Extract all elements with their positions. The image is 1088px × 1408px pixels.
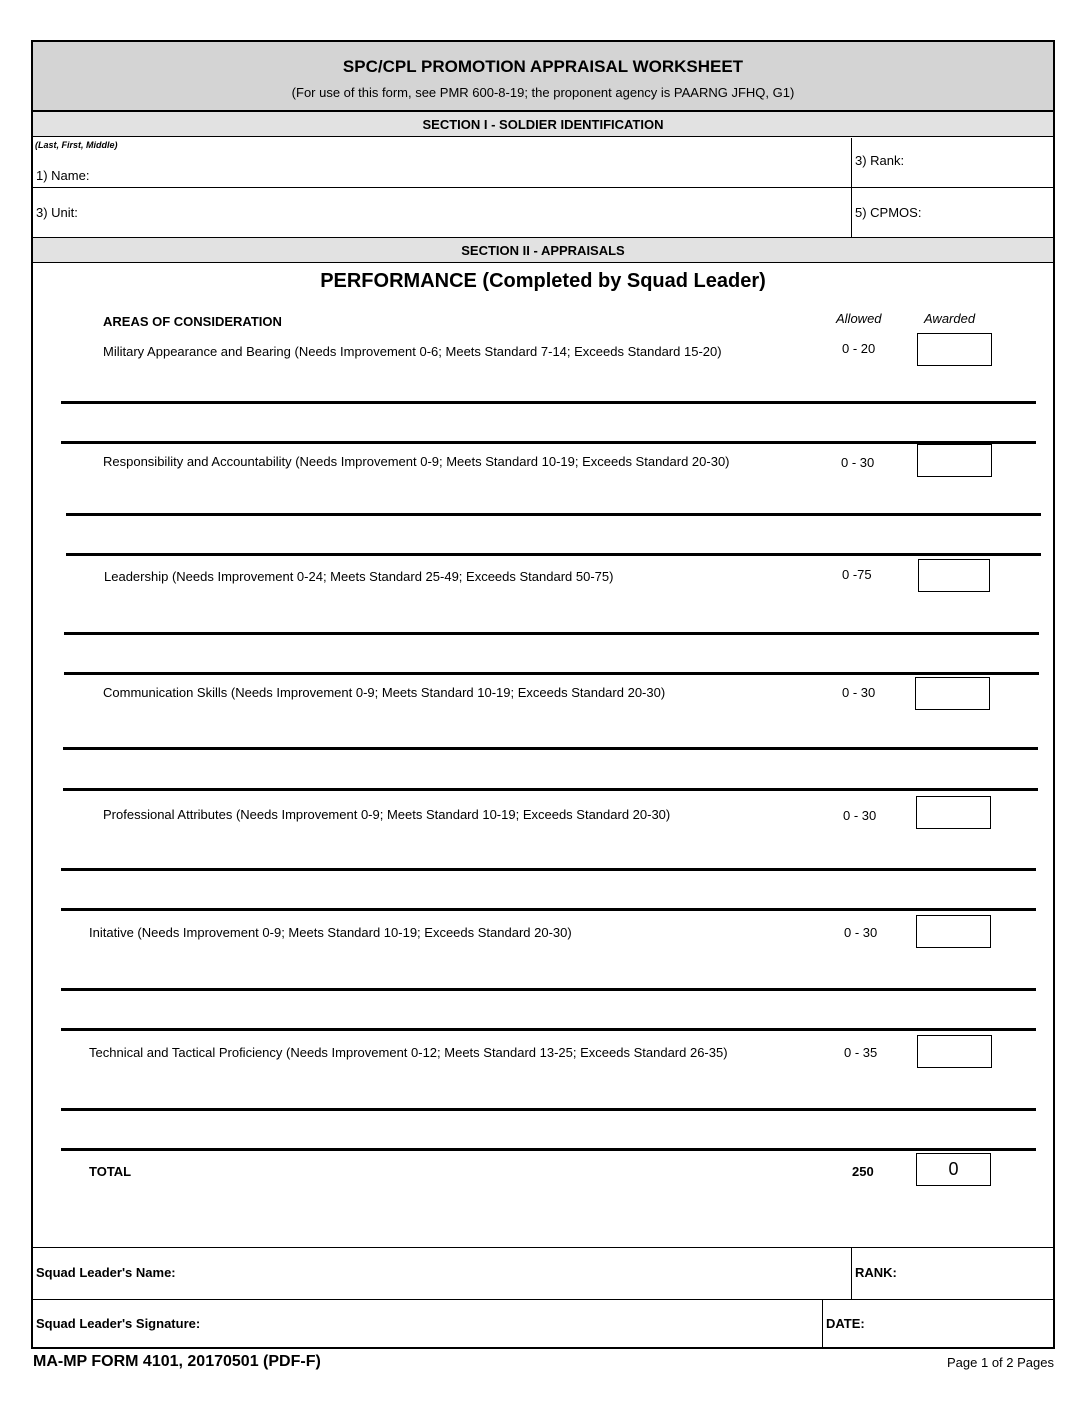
criterion-allowed: 0 - 30 bbox=[843, 808, 877, 823]
divider bbox=[851, 138, 852, 187]
divider-line bbox=[61, 988, 1036, 991]
areas-of-consideration-label: AREAS OF CONSIDERATION bbox=[103, 314, 282, 329]
criterion-text: Communication Skills (Needs Improvement 0-9; Meets Standard 10-19; Exceeds Standard 20-30) bbox=[103, 685, 666, 700]
criterion-awarded-input[interactable] bbox=[917, 444, 992, 477]
allowed-column-header: Allowed bbox=[836, 311, 882, 326]
criterion-allowed: 0 - 30 bbox=[841, 455, 875, 470]
divider-line bbox=[61, 441, 1036, 444]
squad-leader-name-field[interactable]: Squad Leader's Name: bbox=[36, 1265, 176, 1280]
title-band bbox=[33, 42, 1053, 111]
leader-signature-row bbox=[33, 1299, 1053, 1349]
performance-heading: PERFORMANCE (Completed by Squad Leader) bbox=[320, 270, 766, 292]
form-id: MA-MP FORM 4101, 20170501 (PDF-F) bbox=[33, 1353, 321, 1370]
cpmos-field[interactable]: 5) CPMOS: bbox=[855, 205, 922, 220]
divider-line bbox=[61, 868, 1036, 871]
form-subtitle: (For use of this form, see PMR 600-8-19; the proponent agency is PAARNG JFHQ, G1) bbox=[291, 85, 795, 100]
divider-line bbox=[64, 632, 1039, 635]
criterion-allowed: 0 - 35 bbox=[844, 1045, 878, 1060]
criterion-allowed: 0 -75 bbox=[842, 567, 872, 582]
divider-line bbox=[63, 788, 1038, 791]
divider-line bbox=[61, 1148, 1036, 1151]
date-field[interactable]: DATE: bbox=[826, 1316, 865, 1331]
name-hint: (Last, First, Middle) bbox=[35, 140, 118, 150]
criterion-allowed: 0 - 30 bbox=[844, 925, 878, 940]
form-title: SPC/CPL PROMOTION APPRAISAL WORKSHEET bbox=[342, 57, 744, 76]
criterion-text: Responsibility and Accountability (Needs Improvement 0-9; Meets Standard 10-19; Exceeds Standard 20-30) bbox=[103, 454, 730, 469]
divider bbox=[822, 1300, 823, 1349]
criterion-text: Technical and Tactical Proficiency (Needs Improvement 0-12; Meets Standard 13-25; Exceeds Standard 26-35) bbox=[89, 1045, 728, 1060]
divider-line bbox=[61, 1028, 1036, 1031]
appraisal-form bbox=[31, 40, 1055, 1349]
criterion-awarded-input[interactable] bbox=[917, 333, 992, 366]
unit-cpmos-row bbox=[33, 188, 1053, 237]
total-label: TOTAL bbox=[89, 1164, 132, 1179]
divider bbox=[851, 188, 852, 237]
awarded-column-header: Awarded bbox=[924, 311, 976, 326]
divider-line bbox=[64, 672, 1039, 675]
page-number: Page 1 of 2 Pages bbox=[947, 1355, 1054, 1370]
leader-name-row bbox=[33, 1247, 1053, 1299]
criterion-awarded-input[interactable] bbox=[915, 677, 990, 710]
criterion-text: Military Appearance and Bearing (Needs Improvement 0-6; Meets Standard 7-14; Exceeds Standard 15-20) bbox=[103, 344, 722, 359]
criterion-awarded-input[interactable] bbox=[916, 796, 991, 829]
divider-line bbox=[66, 553, 1041, 556]
total-awarded-field[interactable]: 0 bbox=[916, 1153, 991, 1186]
criterion-awarded-input[interactable] bbox=[917, 1035, 992, 1068]
squad-leader-signature-field[interactable]: Squad Leader's Signature: bbox=[36, 1316, 201, 1331]
unit-field[interactable]: 3) Unit: bbox=[36, 205, 78, 220]
name-field[interactable]: 1) Name: bbox=[36, 168, 90, 183]
criterion-awarded-input[interactable] bbox=[918, 559, 990, 592]
criterion-awarded-input[interactable] bbox=[916, 915, 991, 948]
criterion-text: Initative (Needs Improvement 0-9; Meets Standard 10-19; Exceeds Standard 20-30) bbox=[89, 925, 572, 940]
rank-field[interactable]: 3) Rank: bbox=[855, 153, 905, 168]
divider-line bbox=[66, 513, 1041, 516]
divider-line bbox=[63, 747, 1038, 750]
name-rank-row bbox=[33, 138, 1053, 188]
divider bbox=[851, 1248, 852, 1299]
section-1-header: SECTION I - SOLDIER IDENTIFICATION bbox=[33, 111, 1053, 137]
section-2-header: SECTION II - APPRAISALS bbox=[33, 237, 1053, 263]
leader-rank-field[interactable]: RANK: bbox=[855, 1265, 897, 1280]
criterion-allowed: 0 - 20 bbox=[842, 341, 876, 356]
total-allowed: 250 bbox=[852, 1164, 874, 1179]
criterion-text: Professional Attributes (Needs Improvement 0-9; Meets Standard 10-19; Exceeds Standard 20-30) bbox=[103, 807, 671, 822]
divider-line bbox=[61, 401, 1036, 404]
criterion-allowed: 0 - 30 bbox=[842, 685, 876, 700]
divider-line bbox=[61, 908, 1036, 911]
divider-line bbox=[61, 1108, 1036, 1111]
criterion-text: Leadership (Needs Improvement 0-24; Meets Standard 25-49; Exceeds Standard 50-75) bbox=[104, 569, 614, 584]
